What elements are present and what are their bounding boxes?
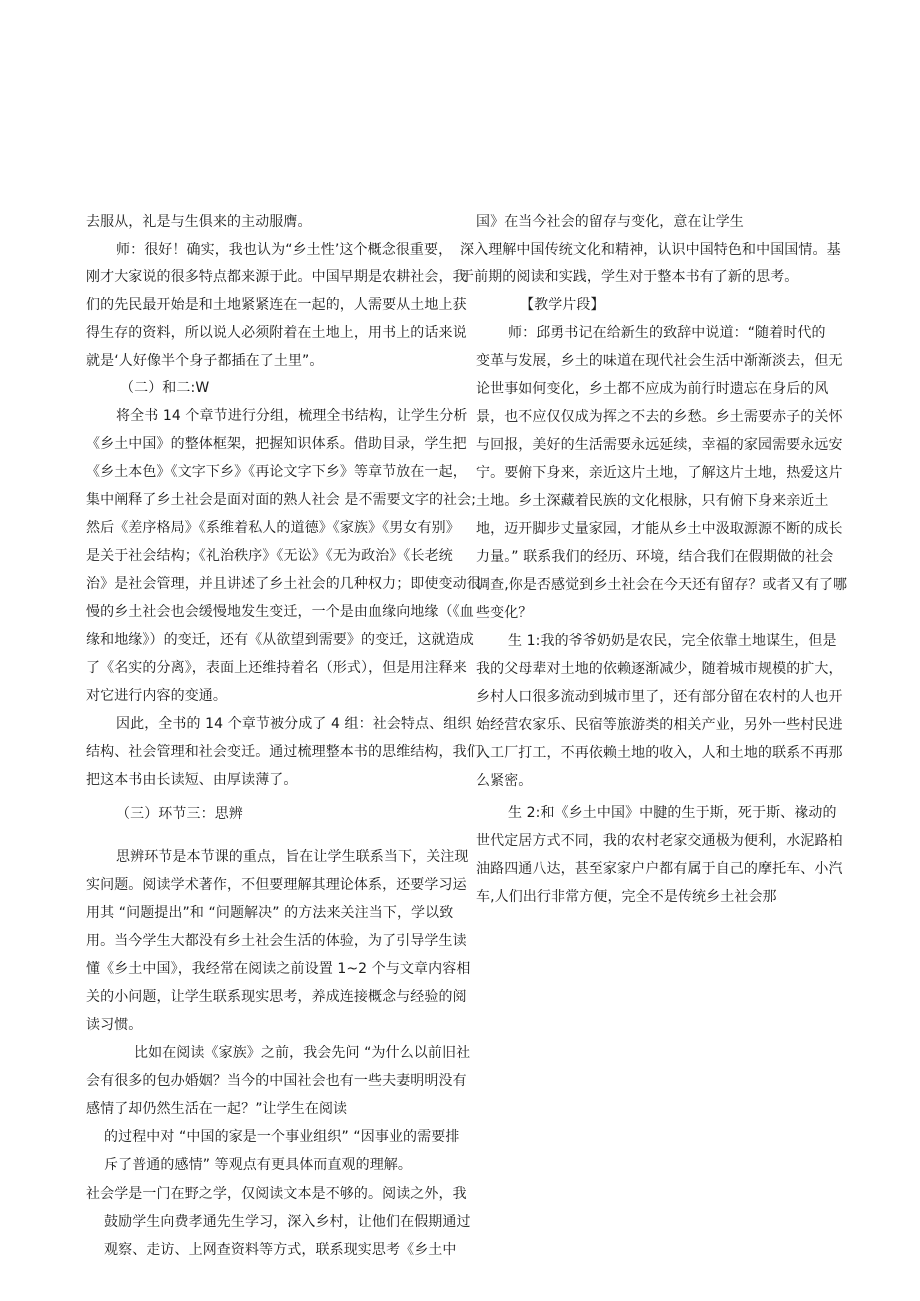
left-line-8: 将全书 14 个章节进行分组，梳理全书结构，让学生分析 (116, 408, 468, 424)
left-line-3: 刚才大家说的很多特点都来源于此。中国早期是农耕社会，我 (86, 269, 467, 285)
left-line-32: 感情了却仍然生活在一起？”让学生在阅读 (86, 1101, 348, 1117)
right-line-25: 车,人们出行非常方便，完全不是传统乡土社会那 (476, 889, 777, 905)
right-line-24: 油路四通八达，甚至家家户户都有属于自己的摩托车、小汽 (476, 861, 843, 877)
left-line-23: 思辨环节是本节课的重点，旨在让学生联系当下，关注现 (116, 849, 469, 865)
right-line-11: 土地。乡土深藏着民族的文化根脉，只有俯下身来亲近土 (476, 493, 829, 509)
right-line-15: 些变化？ (476, 605, 533, 621)
left-line-6: 就是‘人好像半个身子都插在了土里”。 (86, 353, 324, 369)
left-line-18: 对它进行内容的变通。 (86, 688, 227, 704)
left-line-30: 比如在阅读《家族》之前，我会先问 “为什么以前旧社 (134, 1045, 471, 1061)
right-line-14: 调查,你是否感觉到乡土社会在今天还有留存？或者又有了哪 (476, 577, 848, 593)
right-line-1: 国》在当今社会的留存与变化，意在让学生 (476, 214, 744, 230)
left-line-35: 社会学是一门在野之学，仅阅读文本是不够的。阅读之外，我 (86, 1186, 467, 1202)
left-line-10: 《乡土本色》《文字下乡》《再论文字下乡》等章节放在一起， (86, 464, 467, 480)
left-line-15: 慢的乡土社会也会缓慢地发生变迁，一个是由血缘向地缘（《血 (86, 604, 474, 620)
right-line-5: 师：邱勇书记在给新生的致辞中说道：“随着时代的 (508, 325, 826, 341)
right-line-13: 力量。” 联系我们的经历、环境，结合我们在假期做的社会 (476, 549, 834, 565)
right-line-2: 深入理解中国传统文化和精神，认识中国特色和中国国情。基 (460, 242, 841, 258)
left-line-24: 实问题。阅读学术著作，不但要理解其理论体系，还要学习运 (86, 877, 467, 893)
left-line-36: 鼓励学生向费孝通先生学习，深入乡村，让他们在假期通过 (104, 1214, 471, 1230)
left-line-5: 得生存的资料，所以说人必须附着在土地上，用书上的话来说 (86, 325, 467, 341)
left-line-33: 的过程中对 “中国的家是一个事业组织” “因事业的需要排 (104, 1129, 460, 1145)
right-line-21: 么紧密。 (476, 773, 533, 789)
left-line-11: 集中阐释了乡土社会是面对面的熟人社会 是不需要文字的社会; (86, 492, 477, 508)
left-line-13: 是关于社会结构；《礼治秩序》《无讼》《无为政治》《长老统 (86, 548, 453, 564)
left-line-28: 关的小问题，让学生联系现实思考，养成连接概念与经验的阅 (86, 989, 467, 1005)
right-line-18: 乡村人口很多流动到城市里了，还有部分留在农村的人也开 (476, 689, 843, 705)
right-line-20: 入工厂打工，不再依赖土地的收入，人和土地的联系不再那 (476, 745, 843, 761)
left-line-31: 会有很多的包办婚姻？当今的中国社会也有一些夫妻明明没有 (86, 1073, 467, 1089)
left-line-4: 们的先民最开始是和土地紧紧连在一起的，人需要从土地上获 (86, 297, 467, 313)
right-line-7: 论世事如何变化，乡土都不应成为前行时遗忘在身后的风 (476, 381, 829, 397)
left-line-26: 用。当今学生大都没有乡土社会生活的体验，为了引导学生读 (86, 933, 467, 949)
left-line-25: 用其 “问题提出”和 “问题解决” 的方法来关注当下，学以致 (86, 905, 454, 921)
left-line-2: 师：很好！确实，我也认为“乡土性’这个概念很重要， (116, 242, 453, 258)
left-line-12: 然后《差序格局》《系维着私人的道德》《家族》《男女有别》 (86, 520, 460, 536)
left-line-14: 治》是社会管理，并且讲述了乡土社会的几种权力；即使变动很 (86, 576, 481, 592)
right-line-9: 与回报，美好的生活需要永远延续，幸福的家园需要永远安 (476, 437, 843, 453)
section-heading-2: （二）和二:W (120, 380, 210, 396)
right-line-3: 于前期的阅读和实践，学生对于整本书有了新的思考。 (460, 269, 799, 285)
left-line-20: 结构、社会管理和社会变迁。通过梳理整本书的思维结构，我们 (86, 744, 481, 760)
left-line-1: 去服从，礼是与生俱来的主动服膺。 (86, 214, 312, 230)
teaching-fragment-heading: 【教学片段】 (520, 297, 605, 313)
section-heading-3: （三）环节三：思辨 (116, 806, 243, 822)
right-line-8: 景，也不应仅仅成为挥之不去的乡愁。乡土需要赤子的关怀 (476, 409, 843, 425)
left-line-27: 懂《乡土中国》，我经常在阅读之前设置 1~2 个与文章内容相 (86, 961, 471, 977)
right-line-17: 我的父母辈对土地的依赖逐渐减少，随着城市规模的扩大， (476, 661, 843, 677)
right-line-12: 地，迈开脚步丈量家园，才能从乡土中汲取源源不断的成长 (476, 521, 843, 537)
right-line-22: 生 2:和《乡土中国》中腱的生于斯，死于斯、禒动的 (508, 805, 837, 821)
right-line-23: 世代定居方式不同，我的农村老家交通极为便利，水泥路柏 (476, 833, 843, 849)
left-line-16: 缘和地缘》）的变迁，还有《从欲望到需要》的变迁，这就造成 (86, 632, 474, 648)
left-line-34: 斥了普通的感情” 等观点有更具体而直观的理解。 (104, 1157, 413, 1173)
left-line-17: 了《名实的分离》，表面上还维持着名（形式），但是用注释来 (86, 660, 467, 676)
right-line-19: 始经营农家乐、民宿等旅游类的相关产业，另外一些村民进 (476, 717, 843, 733)
right-line-6: 变革与发展，乡土的味道在现代社会生活中渐渐淡去，但无 (476, 353, 843, 369)
left-line-19: 因此，全书的 14 个章节被分成了 4 组：社会特点、组织 (116, 716, 472, 732)
left-line-9: 《乡土中国》的整体框架，把握知识体系。借助目录，学生把 (86, 436, 467, 452)
left-line-29: 读习惯。 (86, 1017, 143, 1033)
right-line-16: 生 1:我的爷爷奶奶是农民，完全依靠土地谋生，但是 (508, 633, 837, 649)
right-line-10: 宁。要俯下身来，亲近这片土地，了解这片土地，热爱这片 (476, 465, 843, 481)
left-line-21: 把这本书由长读短、由厚读薄了。 (86, 772, 298, 788)
left-line-37: 观察、走访、上网查资料等方式，联系现实思考《乡土中 (104, 1242, 457, 1258)
